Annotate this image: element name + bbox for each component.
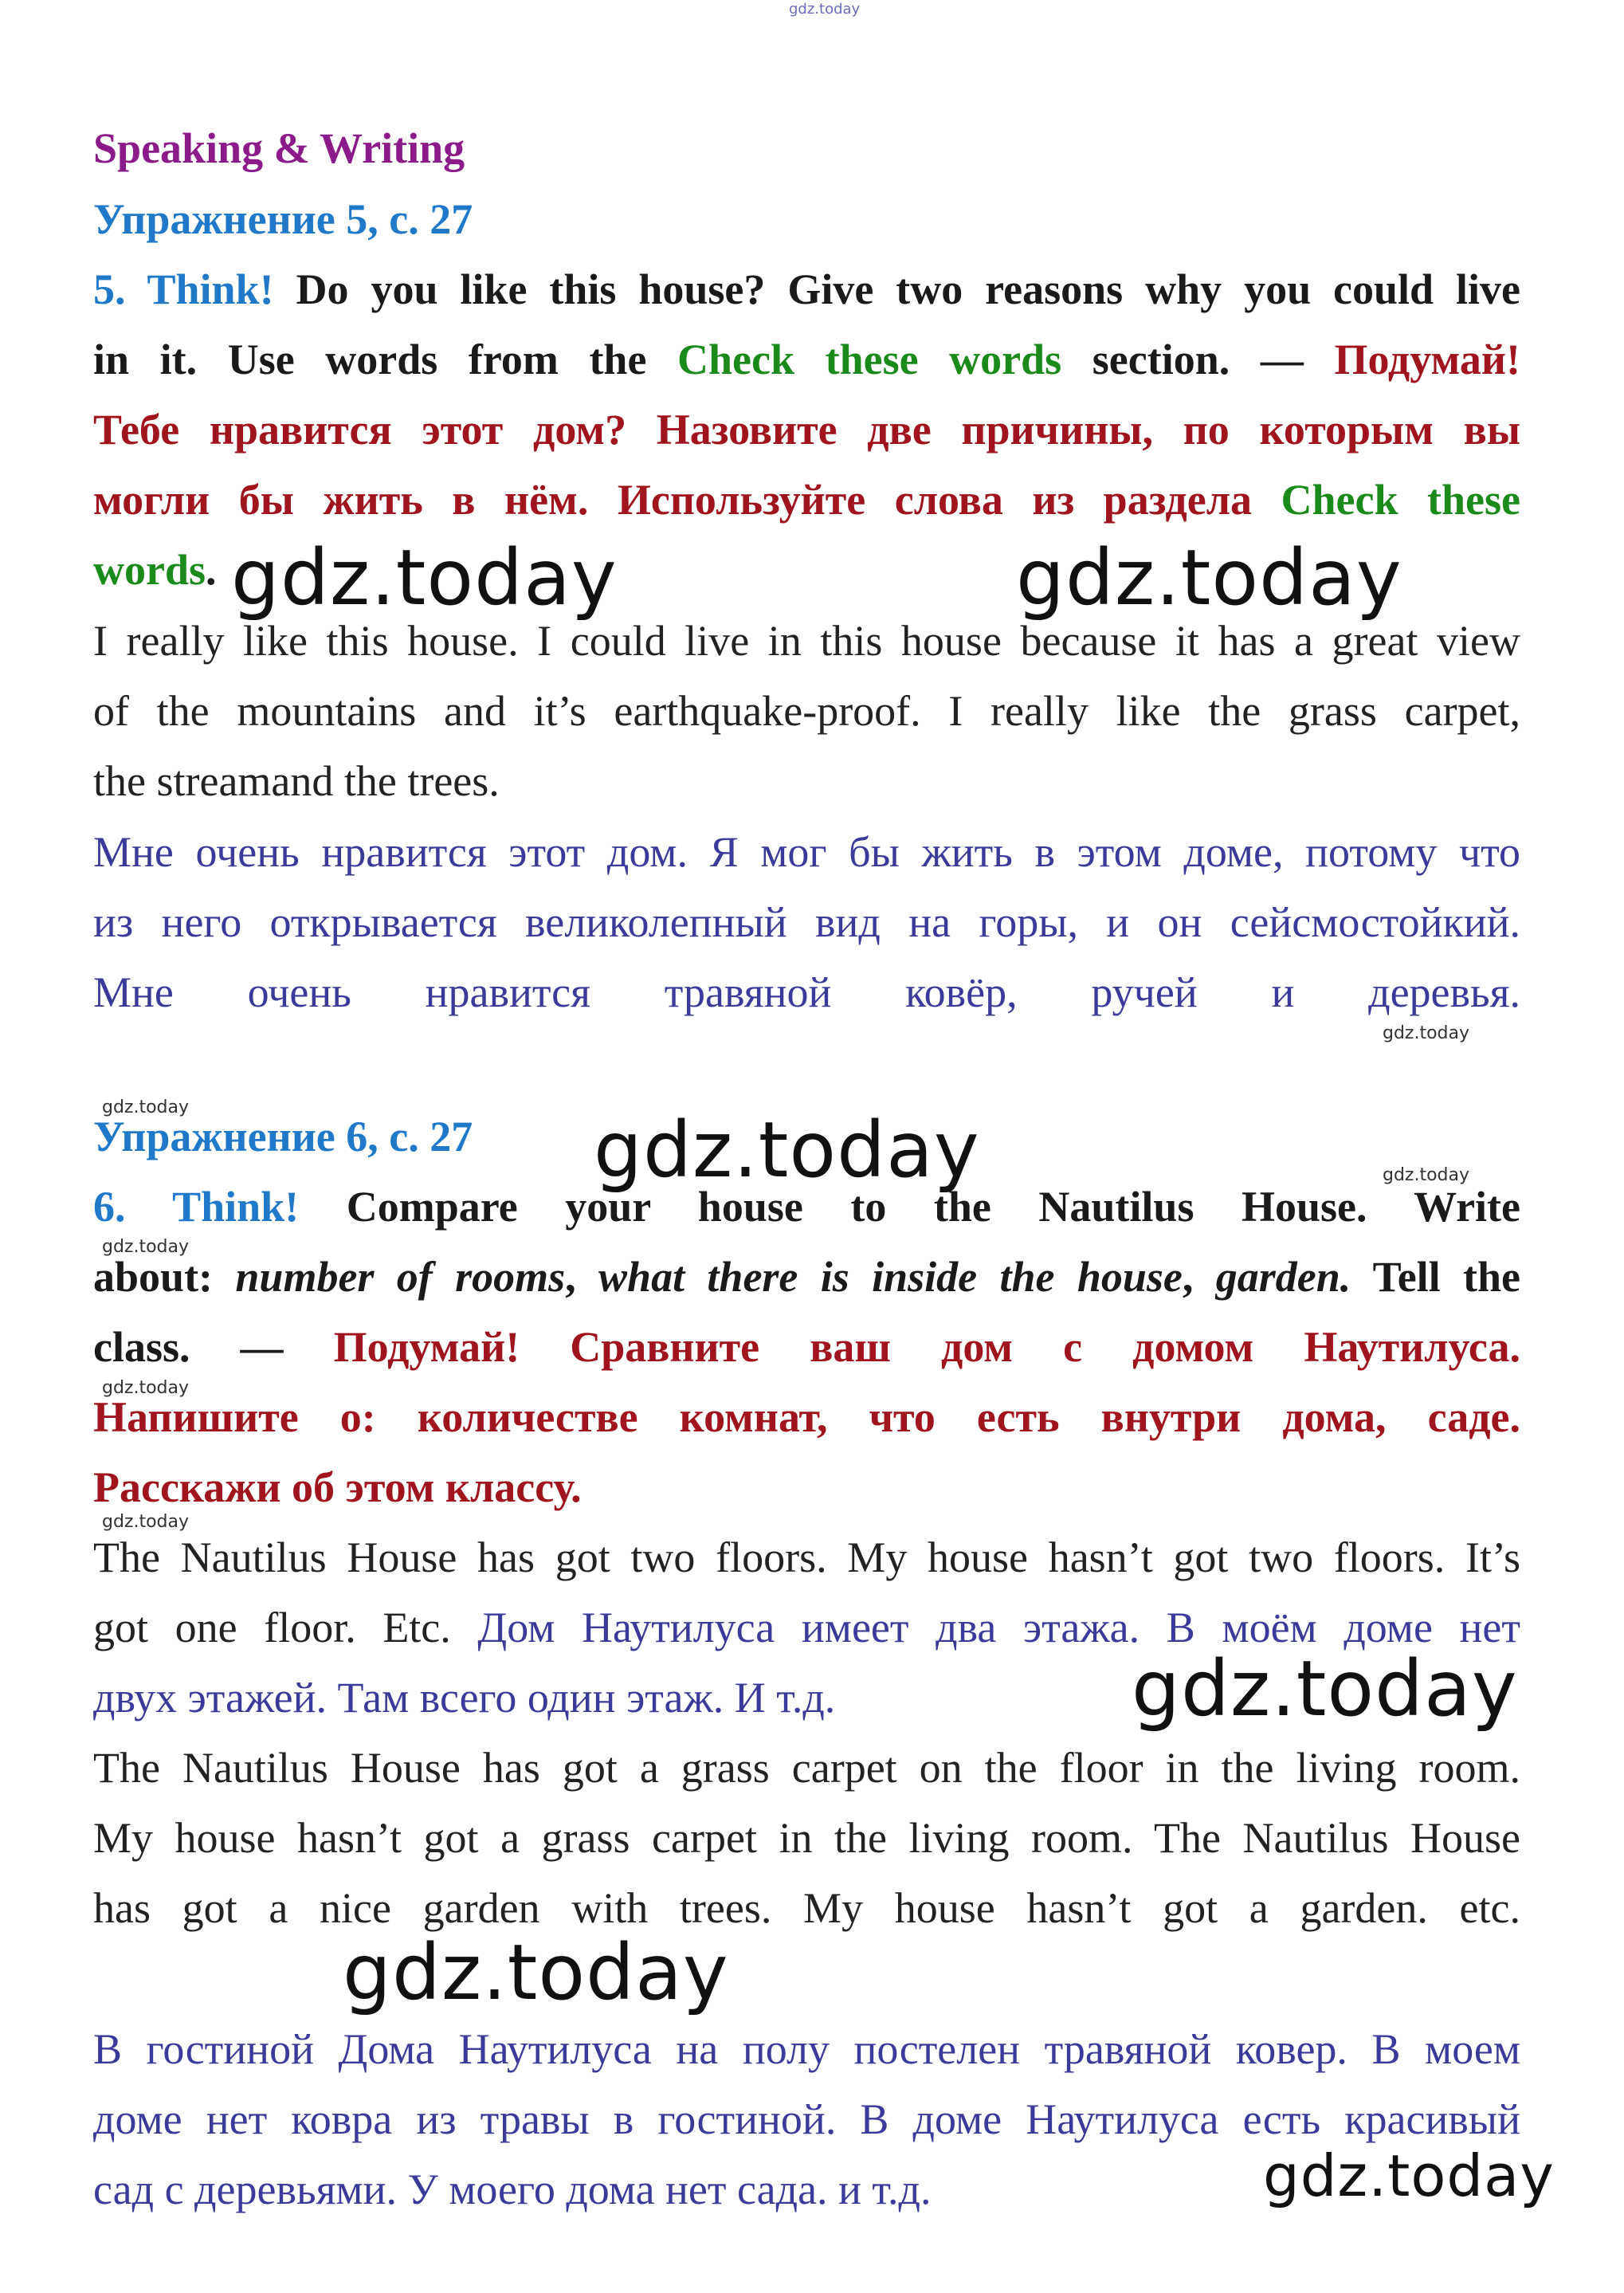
- exercise-6-answer-2-line-1: The Nautilus House has got a grass carpet on the floor in the living room.: [93, 1744, 1520, 1792]
- task-text-ru: Подумай! Сравните ваш дом с домом Наутилуса.: [333, 1323, 1520, 1371]
- check-these-words-label: Check these words: [677, 336, 1062, 383]
- watermark-small: gdz.today: [102, 1378, 190, 1398]
- task-text: class. —: [93, 1323, 284, 1371]
- exercise-5-answer-line-3: the streamand the trees.: [93, 757, 500, 805]
- task-text: in it. Use words from the: [93, 336, 647, 383]
- exercise-6-answer-2-line-2: My house hasn’t got a grass carpet in the living room. The Nautilus House: [93, 1814, 1520, 1862]
- exercise-5-task-line-4: [93, 474, 1520, 525]
- watermark-small: gdz.today: [1383, 1023, 1470, 1043]
- task-topic: number of rooms: [235, 1253, 566, 1301]
- task-text: Do you like this house? Give two reasons why you could live: [296, 265, 1520, 313]
- watermark-small: gdz.today: [1383, 1165, 1470, 1185]
- exercise-6-task-line-4: Напишите о: количестве комнат, что есть внутри дома, саде.: [93, 1393, 1520, 1441]
- task-text: about:: [93, 1253, 214, 1301]
- task-text: section. —: [1092, 336, 1304, 383]
- watermark-small: gdz.today: [102, 1512, 190, 1532]
- task-text: Compare your house to the Nautilus House. Write: [346, 1183, 1521, 1231]
- watermark: gdz.today: [1132, 1644, 1518, 1733]
- watermark-small: gdz.today: [102, 1237, 190, 1257]
- exercise-5-translation-line-3: Мне очень нравится травяной ковёр, ручей и деревья.: [93, 968, 1520, 1016]
- task-topic: what there is inside the house: [598, 1253, 1183, 1301]
- watermark: gdz.today: [1263, 2142, 1555, 2209]
- task-text-ru: могли бы жить в нём. Используйте слова из раздела: [93, 476, 1252, 524]
- exercise-5-task-line-3: Тебе нравится этот дом? Назовите две причины, по которым вы: [93, 406, 1520, 453]
- watermark: gdz.today: [1016, 533, 1402, 622]
- exercise-5-task-line-1: [93, 264, 1520, 315]
- check-these-words-label: Check these: [1281, 476, 1520, 524]
- task-text: Tell the: [1372, 1253, 1521, 1301]
- exercise-5-answer-line-2: of the mountains and it’s earthquake-proof. I really like the grass carpet,: [93, 687, 1520, 735]
- task-comma: ,: [565, 1253, 576, 1301]
- watermark: gdz.today: [594, 1105, 980, 1195]
- exercise-5-title: Упражнение 5, с. 27: [93, 195, 473, 243]
- task-number: 6.: [93, 1183, 126, 1231]
- exercise-6-task-line-3: [93, 1321, 1520, 1372]
- exercise-6-translation-line-2: доме нет ковра из травы в гостиной. В доме Наутилуса есть красивый: [93, 2095, 1520, 2143]
- exercise-6-answer-1-line-1: The Nautilus House has got two floors. My house hasn’t got two floors. It’s: [93, 1533, 1520, 1581]
- exercise-5-task-line-2: [93, 334, 1520, 385]
- watermark-small: gdz.today: [102, 1097, 190, 1117]
- exercise-6-task-line-5: Расскажи об этом классу.: [93, 1463, 582, 1511]
- think-label: Think!: [147, 265, 274, 313]
- exercise-6-answer-2-line-3: has got a nice garden with trees. My house hasn’t got a garden. etc.: [93, 1884, 1520, 1932]
- exercise-6-translation-line-3: сад с деревьями. У моего дома нет сада. и т.д.: [93, 2165, 932, 2213]
- watermark: gdz.today: [343, 1928, 729, 2017]
- task-comma: ,: [1182, 1253, 1194, 1301]
- answer-text: got one floor. Etc.: [93, 1604, 451, 1651]
- exercise-5-answer-line-1: I really like this house. I could live in this house because it has a great view: [93, 617, 1520, 665]
- exercise-6-task-line-2: [93, 1251, 1520, 1302]
- exercise-5-translation-line-2: из него открывается великолепный вид на горы, и он сейсмостойкий.: [93, 898, 1520, 946]
- exercise-6-answer-1-line-3: двух этажей. Там всего один этаж. И т.д.: [93, 1674, 836, 1722]
- exercise-5-translation-line-1: Мне очень нравится этот дом. Я мог бы жить в этом доме, потому что: [93, 828, 1520, 876]
- watermark: gdz.today: [231, 533, 618, 622]
- task-text-ru: Подумай!: [1334, 336, 1520, 383]
- task-period: .: [206, 546, 217, 594]
- answer-translation: Дом Наутилуса имеет два этажа. В моём доме нет: [477, 1604, 1520, 1651]
- think-label: Think!: [172, 1183, 300, 1231]
- task-topic: garden.: [1215, 1253, 1351, 1301]
- check-these-words-label: words: [93, 546, 206, 594]
- exercise-6-translation-line-1: В гостиной Дома Наутилуса на полу постелен травяной ковер. В моем: [93, 2025, 1520, 2073]
- section-title: Speaking & Writing: [93, 124, 465, 172]
- task-number: 5.: [93, 265, 126, 313]
- exercise-6-title: Упражнение 6, с. 27: [93, 1113, 473, 1160]
- watermark-top: gdz.today: [789, 1, 861, 18]
